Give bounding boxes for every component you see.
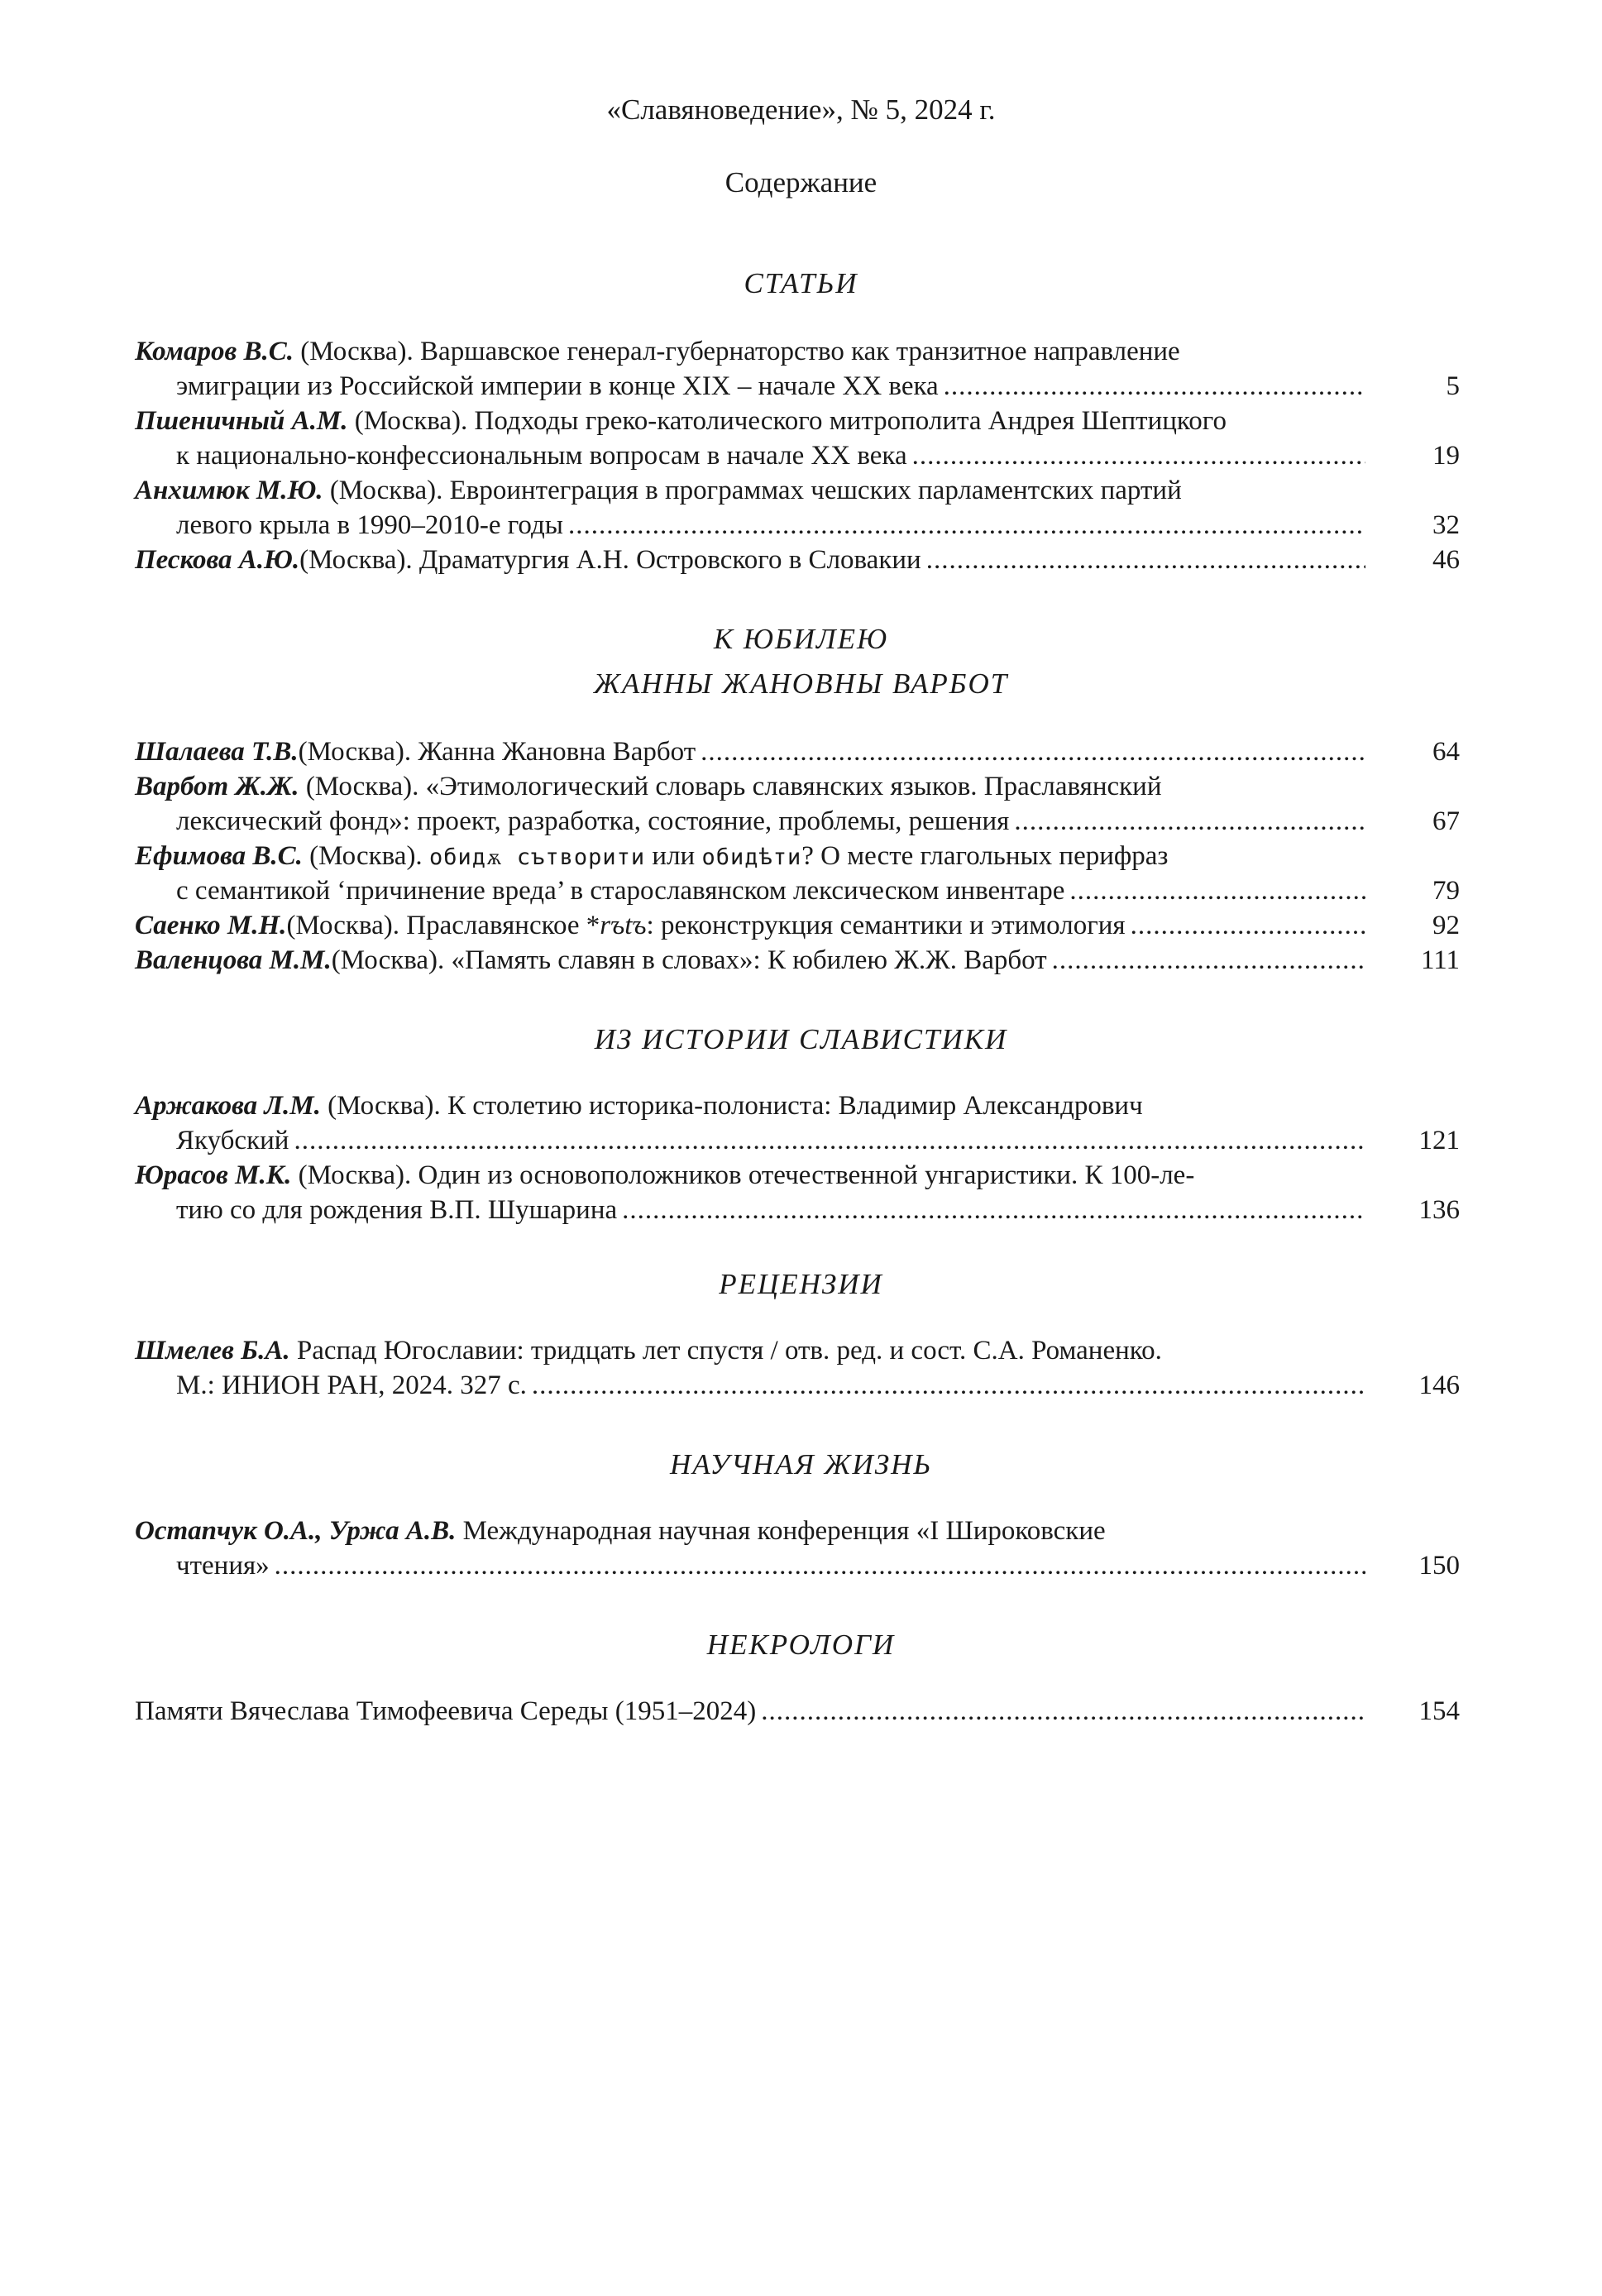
entry-author: Пескова А.Ю. <box>135 545 300 575</box>
entry-title: ? О месте глагольных перифраз <box>801 841 1169 871</box>
entry-author: Пшеничный А.М. <box>135 406 348 436</box>
page-number: 64 <box>1432 737 1460 767</box>
toc-entry[interactable] <box>135 839 1458 908</box>
toc-entry[interactable] <box>135 1514 1458 1583</box>
entry-title: левого крыла в 1990–2010-е годы <box>176 510 563 540</box>
entry-title: (Москва). Один из основоположников отечественной унгаристики. К 100-ле- <box>291 1160 1195 1190</box>
page-number: 32 <box>1432 510 1460 540</box>
ocs-phrase: обидѫ сътворити <box>428 844 646 870</box>
entry-title: или <box>645 841 702 871</box>
entry-title: (Москва). «Этимологический словарь славянских языков. Праславянский <box>299 772 1162 801</box>
toc-entry[interactable] <box>135 1333 1458 1403</box>
page-number: 79 <box>1432 876 1460 906</box>
toc-entry[interactable] <box>135 543 1458 577</box>
entry-title: Якубский <box>176 1126 289 1155</box>
section-title-reviews: РЕЦЕНЗИИ <box>719 1268 883 1300</box>
section-title-scientific-life: НАУЧНАЯ ЖИЗНЬ <box>669 1448 933 1480</box>
entry-title: (Москва). Варшавское генерал-губернаторство как транзитное направление <box>294 337 1180 366</box>
entry-title: тию со для рождения В.П. Шушарина <box>176 1195 618 1225</box>
toc-entry[interactable] <box>135 943 1458 978</box>
page-number: 46 <box>1432 545 1460 575</box>
page-number: 150 <box>1418 1551 1460 1581</box>
entry-author: Остапчук О.А., Уржа А.В. <box>135 1516 457 1546</box>
page-number: 111 <box>1420 945 1460 975</box>
page-number: 67 <box>1432 806 1460 836</box>
entry-author: Комаров В.С. <box>135 337 294 366</box>
entry-author: Валенцова М.М. <box>135 945 332 975</box>
entry-author: Шалаева Т.В. <box>135 737 299 767</box>
page-number: 19 <box>1432 441 1460 471</box>
journal-title: «Славяноведение», № 5, 2024 г. <box>606 93 996 126</box>
reconstructed-word: rъtъ <box>600 911 647 940</box>
ocs-word: обидѣти <box>701 844 802 870</box>
entry-title: Международная научная конференция «I Широковские <box>456 1516 1106 1546</box>
page-number: 154 <box>1418 1696 1460 1726</box>
entry-author: Ефимова В.С. <box>135 841 303 871</box>
entry-title: (Москва). Евроинтеграция в программах чешских парламентских партий <box>323 476 1182 505</box>
section-title-history: ИЗ ИСТОРИИ СЛАВИСТИКИ <box>594 1023 1008 1055</box>
entry-title: Распад Югославии: тридцать лет спустя / отв. ред. и сост. С.А. Романенко. <box>289 1336 1162 1366</box>
toc-entry[interactable] <box>135 1694 1458 1729</box>
entry-title: с семантикой ‘причинение вреда’ в старославянском лексическом инвентаре <box>176 876 1065 906</box>
entry-title: (Москва). Драматургия А.Н. Островского в Словакии <box>299 545 921 575</box>
toc-entry[interactable] <box>135 1158 1458 1227</box>
contents-title: Содержание <box>724 166 878 199</box>
page-number: 121 <box>1418 1126 1460 1155</box>
section-title-articles: СТАТЬИ <box>744 267 858 299</box>
section-title-obituaries: НЕКРОЛОГИ <box>706 1629 896 1661</box>
entry-title: лексический фонд»: проект, разработка, состояние, проблемы, решения <box>176 806 1010 836</box>
toc-entry[interactable] <box>135 404 1458 473</box>
entry-author: Варбот Ж.Ж. <box>135 772 299 801</box>
entry-title: (Москва). Праславянское * <box>286 911 600 940</box>
toc-entry[interactable] <box>135 908 1458 943</box>
page-number: 136 <box>1418 1195 1460 1225</box>
entry-title: (Москва). К столетию историка-полониста: Владимир Александрович <box>320 1091 1143 1121</box>
entry-title: (Москва). «Память славян в словах»: К юбилею Ж.Ж. Варбот <box>331 945 1047 975</box>
entry-title: чтения» <box>176 1551 270 1581</box>
entry-title: : реконструкция семантики и этимология <box>646 911 1126 940</box>
toc-entry[interactable] <box>135 734 1458 769</box>
entry-author: Шмелев Б.А. <box>135 1336 290 1366</box>
section-title-jubilee: К ЮБИЛЕЮ <box>713 623 889 655</box>
entry-author: Саенко М.Н. <box>135 911 287 940</box>
entry-title: М.: ИНИОН РАН, 2024. 327 с. <box>176 1370 527 1400</box>
entry-author: Анхимюк М.Ю. <box>135 476 323 505</box>
toc-entry[interactable] <box>135 473 1458 543</box>
toc-entry[interactable] <box>135 769 1458 839</box>
entry-author: Аржакова Л.М. <box>135 1091 321 1121</box>
entry-title: Памяти Вячеслава Тимофеевича Середы (1951–2024) <box>135 1696 757 1726</box>
page-number: 146 <box>1418 1370 1460 1400</box>
entry-title: (Москва). Жанна Жановна Варбот <box>298 737 696 767</box>
page-number: 5 <box>1446 371 1460 401</box>
entry-title: (Москва). <box>302 841 429 871</box>
section-title-jubilee-name: ЖАННЫ ЖАНОВНЫ ВАРБОТ <box>593 667 1009 700</box>
entry-title: эмиграции из Российской империи в конце XIX – начале XX века <box>176 371 939 401</box>
entry-author: Юрасов М.К. <box>135 1160 292 1190</box>
entry-title: (Москва). Подходы греко-католического митрополита Андрея Шептицкого <box>347 406 1227 436</box>
entry-title: к национально-конфессиональным вопросам в начале XX века <box>176 441 907 471</box>
page-number: 92 <box>1432 911 1460 940</box>
toc-entry[interactable] <box>135 334 1458 404</box>
toc-entry[interactable] <box>135 1088 1458 1158</box>
